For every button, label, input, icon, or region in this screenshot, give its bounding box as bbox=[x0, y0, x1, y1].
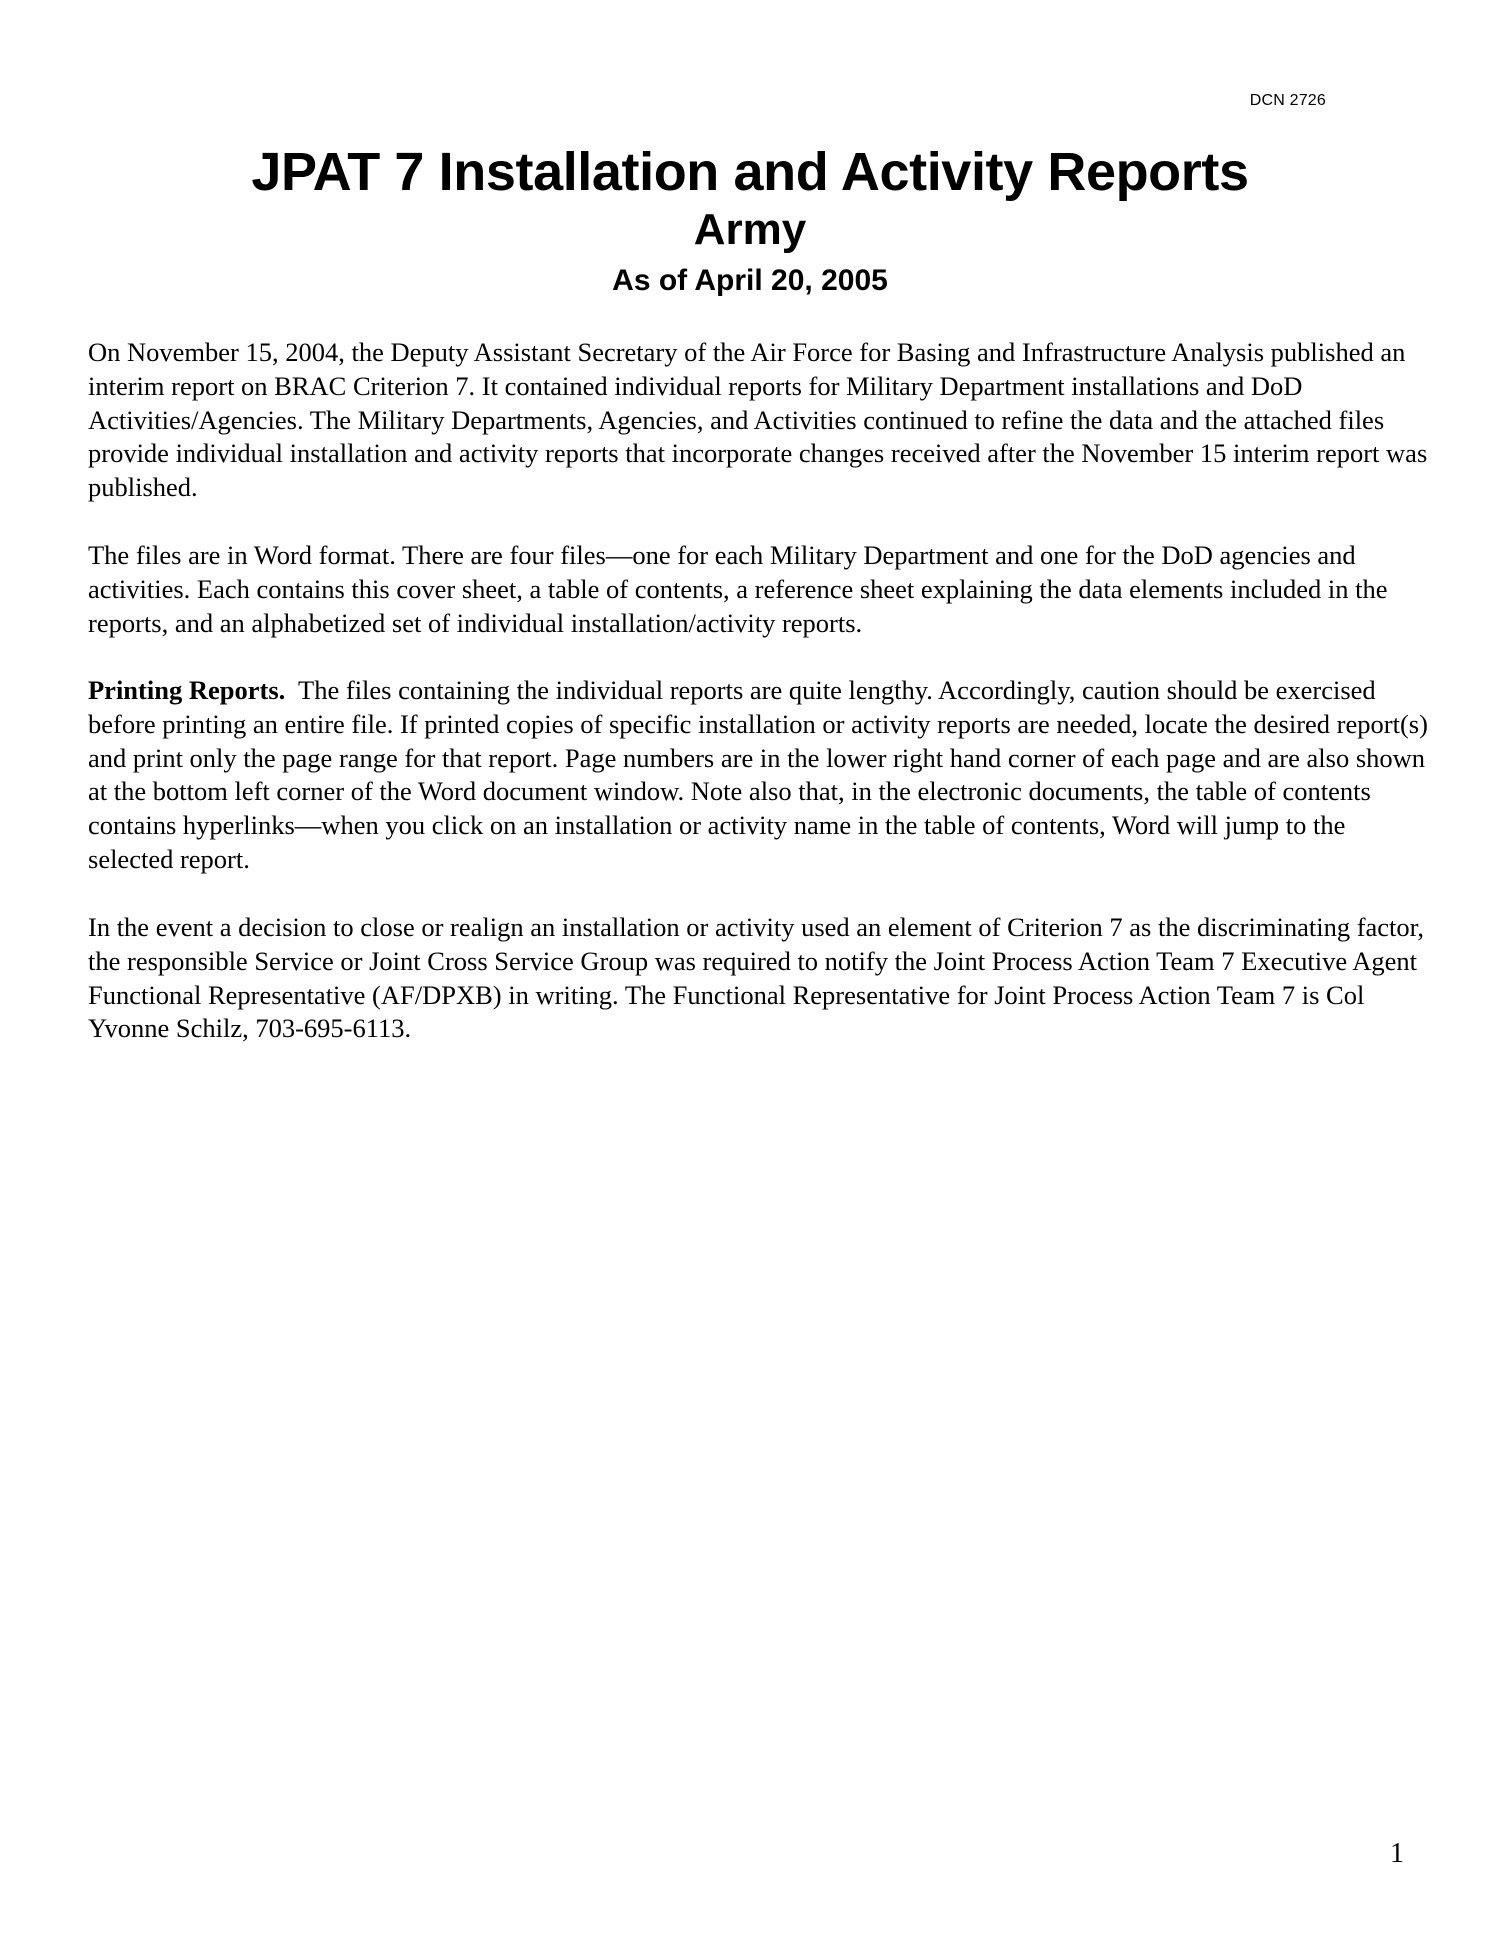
as-of-date: As of April 20, 2005 bbox=[612, 264, 888, 297]
paragraph-notification: In the event a decision to close or realign an installation or activity used an element of Criterion 7 as the discriminating factor, the responsible Service or Joint Cross Service Group was required to notify the Joint Process Action Team 7 Executive Agent Functional Representative (AF/DPXB) in writing. The Functional Representative for Joint Process Action Team 7 is Col Yvonne Schilz, 703-695-6113. bbox=[88, 912, 1425, 1044]
printing-reports-heading: Printing Reports. bbox=[88, 675, 286, 705]
paragraph-interim-report: On November 15, 2004, the Deputy Assistant Secretary of the Air Force for Basing and Infrastructure Analysis published an interim report on BRAC Criterion 7. It contained individual reports for Military Department installations and DoD Activities/Agencies. The Military Departments, Agencies, and Activities continued to refine the data and the attached files provide individual installation and activity reports that incorporate changes received after the November 15 interim report was published. bbox=[88, 337, 1428, 503]
document-control-number: DCN 2726 bbox=[1249, 92, 1326, 109]
document-subtitle: Army bbox=[693, 205, 807, 254]
printing-reports-text: The files containing the individual reports are quite lengthy. Accordingly, caution should be exercised before printing an entire file. If printed copies of specific installation or activity reports are needed, locate the desired report(s) and print only the page range for that report. Page numbers are in the lower right hand corner of each page and are also shown at the bottom left corner of the Word document window. Note also that, in the electronic documents, the table of contents contains hyperlinks—when you click on an installation or activity name in the table of contents, Word will jump to the selected report. bbox=[88, 675, 1428, 874]
paragraph-file-format: The files are in Word format. There are four files—one for each Military Department and one for the DoD agencies and activities. Each contains this cover sheet, a table of contents, a reference sheet explaining the data elements included in the reports, and an alphabetized set of individual installation/activity reports. bbox=[88, 540, 1388, 638]
page-number: 1 bbox=[1390, 1838, 1404, 1869]
document-title: JPAT 7 Installation and Activity Reports bbox=[251, 142, 1249, 202]
paragraph-printing-reports bbox=[88, 674, 1428, 877]
